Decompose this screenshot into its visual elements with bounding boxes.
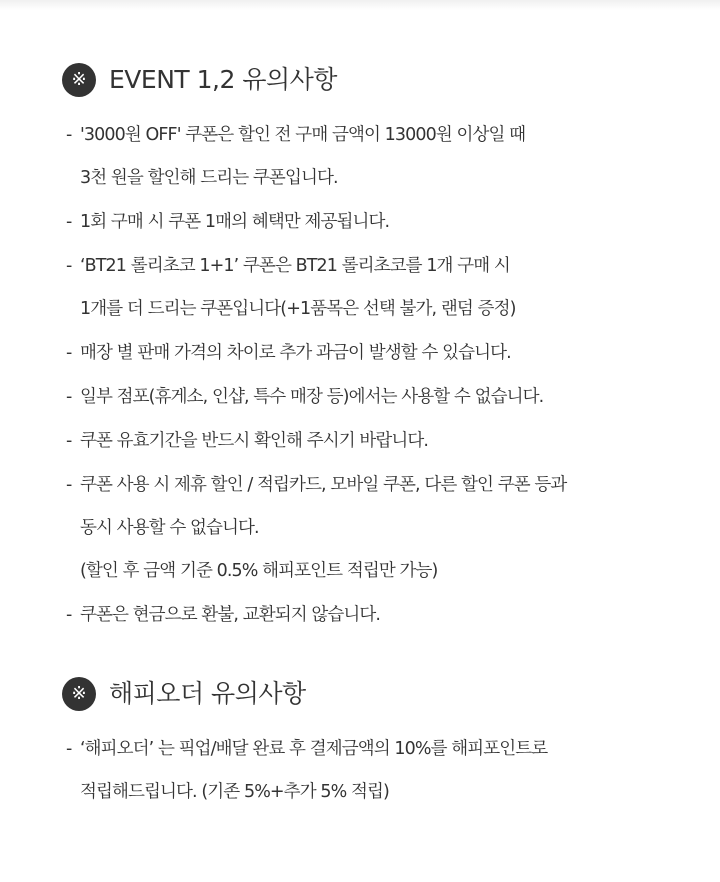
- notice-item: [62, 382, 682, 413]
- list-dash: -: [66, 343, 72, 363]
- notice-item: [62, 470, 682, 587]
- event-notice-title: EVENT 1,2 유의사항: [109, 65, 337, 94]
- event-notice-section: [62, 62, 682, 644]
- notice-item-text: ‘해피오더’ 는 픽업/배달 완료 후 결제금액의 10%를 해피포인트로: [80, 739, 548, 759]
- notice-item-text: 동시 사용할 수 없습니다.: [80, 518, 259, 538]
- notice-item-text: 일부 점포(휴게소, 인샵, 특수 매장 등)에서는 사용할 수 없습니다.: [80, 387, 544, 407]
- list-dash: -: [66, 212, 72, 232]
- list-dash: -: [66, 739, 72, 759]
- notice-item-text: ‘BT21 롤리초코 1+1’ 쿠폰은 BT21 롤리초코를 1개 구매 시: [80, 256, 510, 276]
- notice-item-text: 3천 원을 할인해 드리는 쿠폰입니다.: [80, 168, 338, 188]
- notice-item: [62, 600, 682, 631]
- list-dash: -: [66, 431, 72, 451]
- happy-order-notice-heading: [62, 676, 682, 712]
- notice-item: [62, 338, 682, 369]
- notice-item: [62, 120, 682, 194]
- notice-item: [62, 251, 682, 325]
- notice-item-text: 적립해드립니다. (기존 5%+추가 5% 적립): [80, 782, 389, 802]
- notice-item-text: 쿠폰 사용 시 제휴 할인 / 적립카드, 모바일 쿠폰, 다른 할인 쿠폰 등과: [80, 475, 567, 495]
- notice-item-text: 1개를 더 드리는 쿠폰입니다(+1품목은 선택 불가, 랜덤 증정): [80, 299, 516, 319]
- happy-order-notice-title: 해피오더 유의사항: [109, 679, 306, 708]
- list-dash: -: [66, 475, 72, 495]
- list-dash: -: [66, 125, 72, 145]
- happy-order-notice-list: [62, 734, 682, 808]
- list-dash: -: [66, 387, 72, 407]
- notice-item: [62, 207, 682, 238]
- notice-item-text: 1회 구매 시 쿠폰 1매의 혜택만 제공됩니다.: [80, 212, 390, 232]
- top-edge-shadow: [0, 0, 720, 10]
- notice-item-text: (할인 후 금액 기준 0.5% 해피포인트 적립만 가능): [80, 561, 438, 581]
- reference-mark-icon: ※: [62, 63, 96, 97]
- notice-item-text: 쿠폰 유효기간을 반드시 확인해 주시기 바랍니다.: [80, 431, 429, 451]
- happy-order-notice-section: [62, 676, 682, 821]
- list-dash: -: [66, 256, 72, 276]
- event-notice-list: [62, 120, 682, 631]
- event-notice-heading: [62, 62, 682, 98]
- notice-item-text: 매장 별 판매 가격의 차이로 추가 과금이 발생할 수 있습니다.: [80, 343, 511, 363]
- notice-item-text: '3000원 OFF' 쿠폰은 할인 전 구매 금액이 13000원 이상일 때: [80, 125, 526, 145]
- reference-mark-icon: ※: [62, 677, 96, 711]
- list-dash: -: [66, 605, 72, 625]
- notice-item: [62, 426, 682, 457]
- notice-item: [62, 734, 682, 808]
- notice-item-text: 쿠폰은 현금으로 환불, 교환되지 않습니다.: [80, 605, 381, 625]
